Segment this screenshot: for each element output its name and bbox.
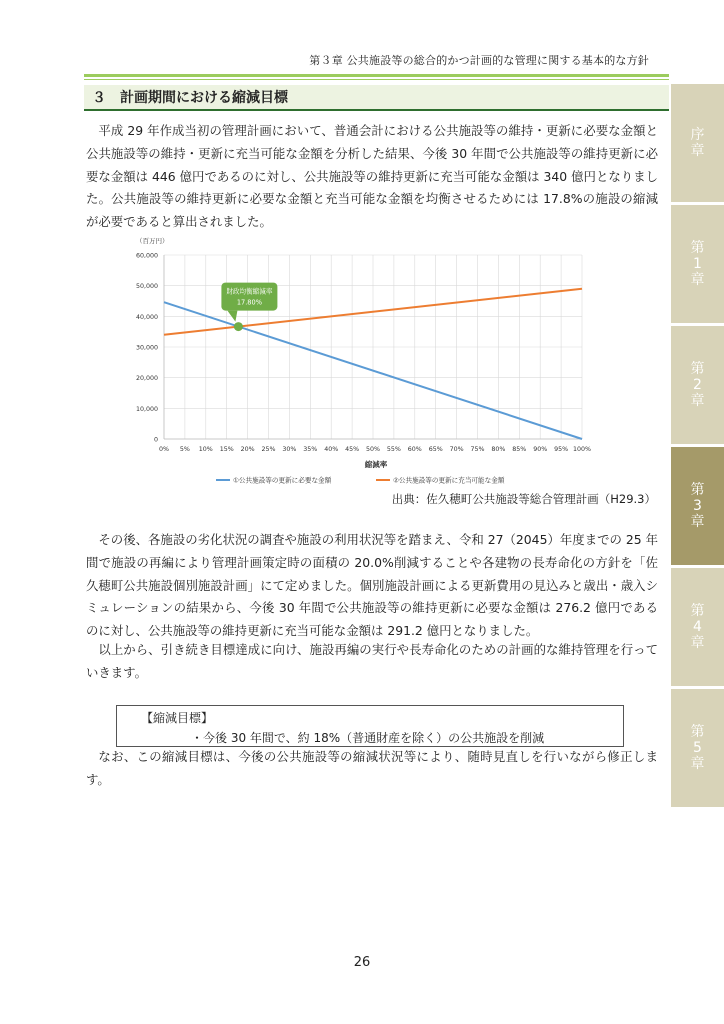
goal-label: 【縮減目標】: [141, 711, 214, 725]
x-tick-label: 70%: [449, 446, 464, 453]
x-tick-label: 55%: [386, 446, 401, 453]
legend-label-2: ②公共施設等の更新に充当可能な金額: [393, 476, 505, 485]
chapter-tab-label: 第5章: [690, 724, 705, 772]
callout-label: 財政均衡縮減率: [226, 287, 273, 296]
y-tick-label: 60,000: [135, 252, 158, 260]
page-number: 26: [353, 955, 371, 970]
callout-value: 17.80%: [236, 298, 262, 307]
reduction-chart: [120, 233, 604, 491]
chapter-tab-5[interactable]: [671, 689, 724, 807]
y-tick-label: 30,000: [135, 344, 158, 352]
x-tick-label: 80%: [491, 446, 506, 453]
x-tick-label: 5%: [179, 446, 190, 453]
y-unit-label: （百万円）: [136, 237, 169, 245]
x-tick-label: 15%: [219, 446, 234, 453]
x-tick-label: 40%: [324, 446, 339, 453]
chapter-tab-3[interactable]: [671, 447, 724, 565]
x-tick-label: 100%: [572, 446, 592, 453]
x-tick-label: 35%: [303, 446, 318, 453]
chapter-tab-0[interactable]: [671, 84, 724, 202]
x-tick-label: 75%: [470, 446, 485, 453]
reduction-goal-box: [116, 705, 624, 747]
x-tick-label: 60%: [407, 446, 422, 453]
x-tick-label: 90%: [533, 446, 548, 453]
header-rule: [84, 74, 669, 77]
intersection-marker: [234, 322, 243, 331]
running-header: 第３章 公共施設等の総合的かつ計画的な管理に関する基本的な方針: [309, 54, 649, 67]
chapter-tab-label: 第1章: [690, 240, 705, 288]
x-tick-label: 10%: [198, 446, 213, 453]
x-axis-title: 縮減率: [364, 460, 388, 469]
y-tick-label: 10,000: [135, 405, 158, 413]
x-tick-label: 25%: [261, 446, 276, 453]
goal-text: ・今後 30 年間で、約 18%（普通財産を除く）の公共施設を削減: [191, 731, 545, 745]
paragraph-3: 以上から、引き続き目標達成に向け、施設再編の実行や長寿命化のための計画的な維持管理を行っていきます。: [86, 642, 658, 680]
y-tick-label: 40,000: [135, 313, 158, 321]
paragraph-2: その後、各施設の劣化状況の調査や施設の利用状況等を踏まえ、令和 27（2045）年度までの 25 年間で施設の再編により管理計画策定時の面積の 20.0%削減することや各建物の長寿命化の方針を「佐久穂町公共施設個別施設計画」にて定めました。個別施設計画による更新費用の見込みと歳出・歳入シミュレーションの結果から、今後 30 年間で公共施設等の維持更新に必要な金額は 276.2 億円であるのに対し、公共施設等の維持更新に充当可能な金額は 291.2 億円となりました。: [86, 532, 658, 639]
paragraph-4: なお、この縮減目標は、今後の公共施設等の縮減状況等により、随時見直しを行いながら修正します。: [86, 749, 658, 787]
x-tick-label: 30%: [282, 446, 297, 453]
x-tick-label: 50%: [366, 446, 380, 453]
chart-background: [120, 233, 604, 491]
chapter-tab-label: 第3章: [690, 482, 705, 530]
header-rule-thin: [84, 79, 669, 80]
chapter-tab-1[interactable]: [671, 205, 724, 323]
x-tick-label: 95%: [554, 446, 569, 453]
chapter-tab-2[interactable]: [671, 326, 724, 444]
x-tick-label: 20%: [240, 446, 255, 453]
chapter-tab-label: 序章: [690, 127, 705, 159]
y-tick-label: 50,000: [135, 283, 158, 291]
chapter-tabs: [671, 84, 724, 810]
chapter-tab-label: 第4章: [690, 603, 705, 651]
chart-svg: [120, 233, 604, 491]
chapter-tab-4[interactable]: [671, 568, 724, 686]
chart-source: 出典：佐久穂町公共施設等総合管理計画（H29.3）: [391, 492, 656, 506]
x-tick-label: 85%: [512, 446, 527, 453]
chapter-tab-label: 第2章: [690, 361, 705, 409]
legend-label-1: ①公共施設等の更新に必要な金額: [233, 476, 332, 485]
y-tick-label: 0: [153, 436, 158, 444]
y-tick-label: 20,000: [135, 375, 158, 383]
x-tick-label: 0%: [159, 446, 169, 453]
paragraph-1: 平成 29 年作成当初の管理計画において、普通会計における公共施設等の維持・更新に必要な金額と公共施設等の維持・更新に充当可能な金額を分析した結果、今後 30 年間で公共施設等の維持更新に必要な金額は 446 億円であるのに対し、公共施設等の維持更新に充当可能な金額は 340 億円となりました。公共施設等の維持更新に必要な金額と充当可能な金額を均衡させるためには 17.8%の施設の縮減が必要であると算出されました。: [86, 123, 658, 230]
x-tick-label: 45%: [345, 446, 360, 453]
x-tick-label: 65%: [428, 446, 443, 453]
section-title: ３ 計画期間における縮減目標: [84, 85, 669, 111]
